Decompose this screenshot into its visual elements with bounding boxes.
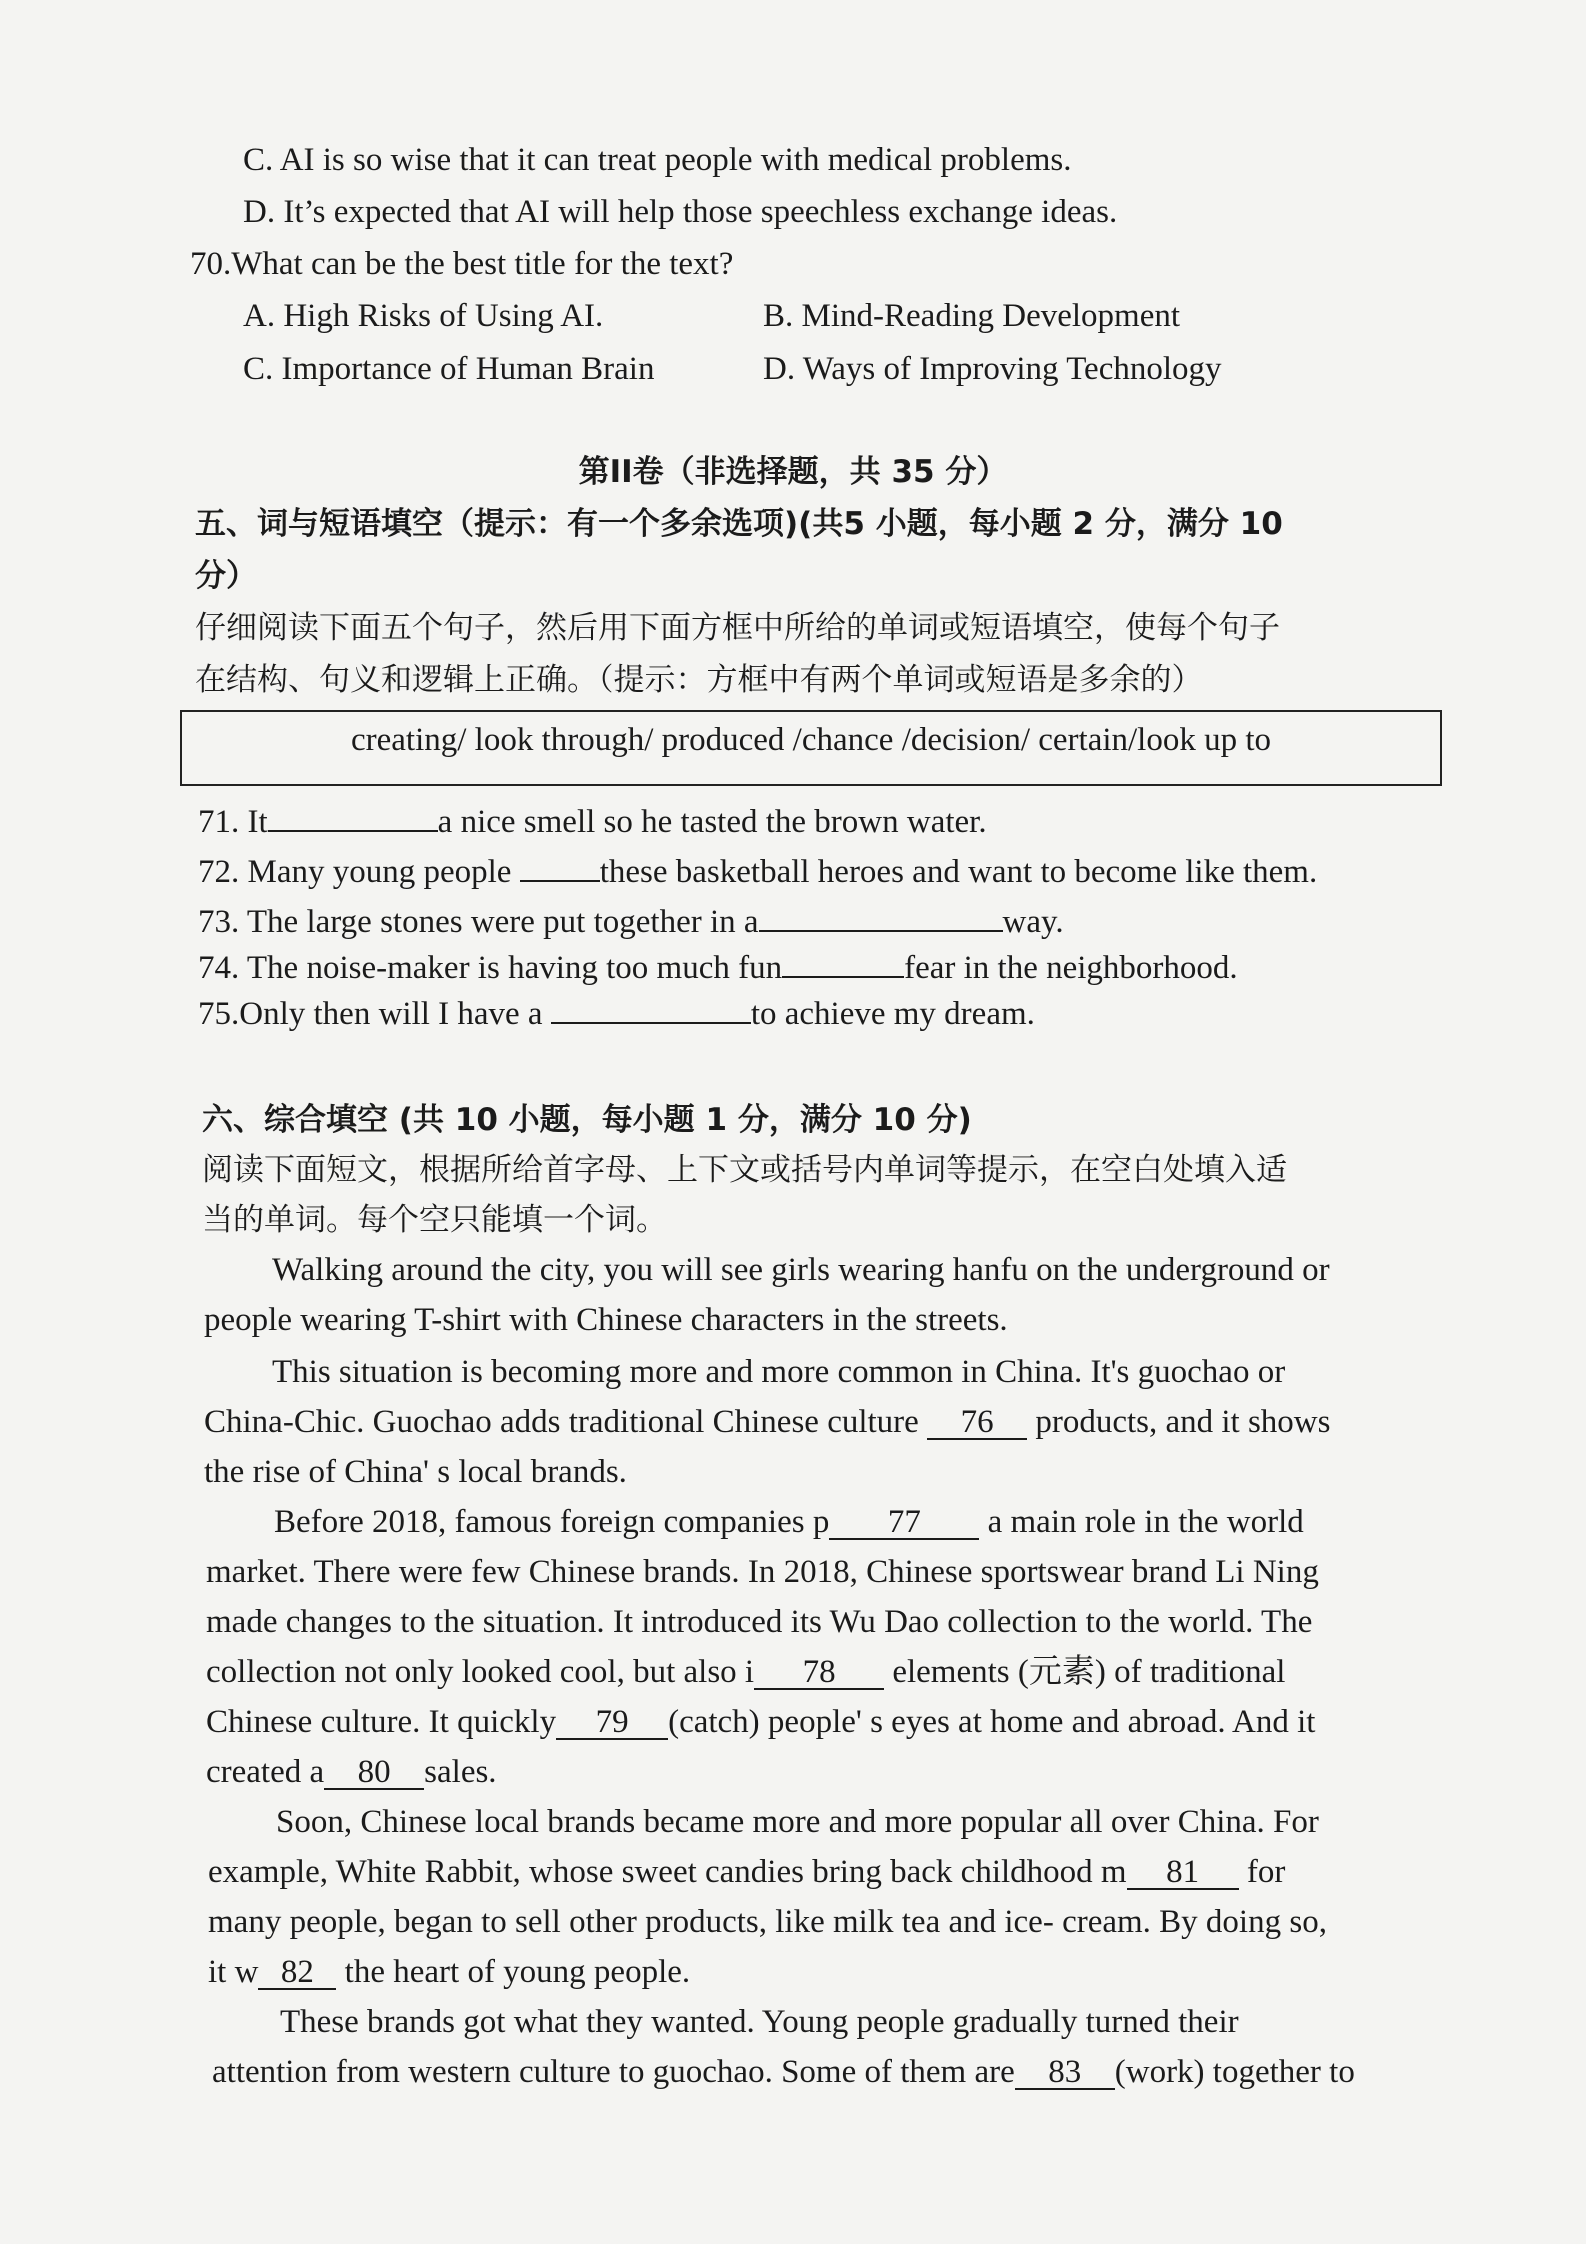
section5-instructions-line2: 在结构、句义和逻辑上正确。（提示：方框中有两个单词或短语是多余的） <box>195 662 1203 698</box>
word-box-options: creating/ look through/ produced /chance /decision/ certain/look up to <box>350 722 1272 758</box>
passage-p4-line4-b: the heart of young people. <box>336 1954 691 1990</box>
q73-blank[interactable] <box>759 900 1003 932</box>
passage-p5-line1: These brands got what they wanted. Young people gradually turned their <box>280 2004 1239 2040</box>
q73-text-b: way. <box>1002 904 1064 940</box>
passage-p3-line5-a: Chinese culture. It quickly <box>206 1704 557 1740</box>
passage-p4-line4-a: it w <box>208 1954 259 1990</box>
passage-p1-line1: Walking around the city, you will see girls wearing hanfu on the underground or <box>272 1252 1330 1288</box>
q72-blank[interactable] <box>520 850 600 882</box>
passage-p4-line4 <box>208 1952 690 1992</box>
passage-p3-line4 <box>206 1652 1285 1692</box>
blank-81[interactable]: 81 <box>1127 1856 1239 1890</box>
passage-p1-line2: people wearing T-shirt with Chinese characters in the streets. <box>204 1302 1008 1338</box>
passage-p3-line4-a: collection not only looked cool, but also i <box>206 1654 755 1690</box>
passage-p2-line2-b: products, and it shows <box>1027 1404 1331 1440</box>
blank-78[interactable]: 78 <box>754 1656 884 1690</box>
blank-82[interactable]: 82 <box>258 1956 336 1990</box>
q71-text-b: a nice smell so he tasted the brown water. <box>437 804 987 840</box>
q75-text-b: to achieve my dream. <box>750 996 1035 1032</box>
q69-option-c: C. AI is so wise that it can treat people with medical problems. <box>243 142 1072 178</box>
blank-79[interactable]: 79 <box>556 1706 668 1740</box>
q74-text-a: 74. The noise-maker is having too much fun <box>198 950 783 986</box>
passage-p4-line1: Soon, Chinese local brands became more and more popular all over China. For <box>276 1804 1319 1840</box>
passage-p3-line3: made changes to the situation. It introduced its Wu Dao collection to the world. The <box>206 1604 1313 1640</box>
section5-instructions-line1: 仔细阅读下面五个句子，然后用下面方框中所给的单词或短语填空，使每个句子 <box>195 610 1280 646</box>
passage-p3-line4-b: elements (元素) of traditional <box>884 1654 1286 1690</box>
passage-p3-line2: market. There were few Chinese brands. In 2018, Chinese sportswear brand Li Ning <box>206 1554 1319 1590</box>
passage-p5-line2-a: attention from western culture to guochao. Some of them are <box>212 2054 1015 2090</box>
passage-p2-line2-a: China-Chic. Guochao adds traditional Chinese culture <box>204 1404 928 1440</box>
passage-p3-line6-b: sales. <box>424 1754 497 1790</box>
blank-76[interactable]: 76 <box>927 1406 1027 1440</box>
passage-p5-line2-b: (work) together to <box>1114 2054 1355 2090</box>
q70-option-d: D. Ways of Improving Technology <box>763 351 1222 387</box>
blank-77[interactable]: 77 <box>829 1506 979 1540</box>
section6-instructions-line1: 阅读下面短文，根据所给首字母、上下文或括号内单词等提示，在空白处填入适 <box>202 1152 1287 1188</box>
question-73 <box>198 900 1064 942</box>
word-box <box>180 710 1442 786</box>
passage-p3-line1-a: Before 2018, famous foreign companies p <box>274 1504 830 1540</box>
question-74 <box>198 946 1238 988</box>
q75-blank[interactable] <box>551 992 751 1024</box>
question-75 <box>198 992 1035 1034</box>
passage-p3-line1 <box>274 1502 1304 1542</box>
passage-p3-line5-b: (catch) people' s eyes at home and abroad. And it <box>668 1704 1316 1740</box>
passage-p2-line3: the rise of China' s local brands. <box>204 1454 627 1490</box>
blank-80[interactable]: 80 <box>324 1756 424 1790</box>
question-71 <box>198 800 987 842</box>
passage-p3-line6 <box>206 1752 497 1792</box>
section6-instructions-line2: 当的单词。每个空只能填一个词。 <box>202 1202 667 1238</box>
question-72 <box>198 850 1317 892</box>
q73-text-a: 73. The large stones were put together in a <box>198 904 759 940</box>
passage-p4-line3: many people, began to sell other products, like milk tea and ice- cream. By doing so, <box>208 1904 1327 1940</box>
passage-p3-line1-b: a main role in the world <box>979 1504 1304 1540</box>
q69-option-d: D. It’s expected that AI will help those speechless exchange ideas. <box>243 194 1118 230</box>
q74-text-b: fear in the neighborhood. <box>904 950 1238 986</box>
q70-option-b: B. Mind-Reading Development <box>763 298 1181 334</box>
q70-question: 70.What can be the best title for the text? <box>190 246 734 282</box>
q74-blank[interactable] <box>782 946 904 978</box>
section5-title-line1: 五、词与短语填空（提示：有一个多余选项)(共5 小题，每小题 2 分，满分 10 <box>195 506 1283 542</box>
section6-title: 六、综合填空 (共 10 小题，每小题 1 分，满分 10 分) <box>202 1102 972 1138</box>
q71-text-a: 71. It <box>198 804 268 840</box>
passage-p3-line6-a: created a <box>206 1754 325 1790</box>
q72-text-b: these basketball heroes and want to become like them. <box>599 854 1318 890</box>
part2-title: 第II卷（非选择题，共 35 分） <box>578 454 1008 490</box>
passage-p4-line2-a: example, White Rabbit, whose sweet candies bring back childhood m <box>208 1854 1127 1890</box>
q70-option-a: A. High Risks of Using AI. <box>243 298 604 334</box>
passage-p5-line2 <box>212 2052 1355 2092</box>
passage-p2-line1: This situation is becoming more and more common in China. It's guochao or <box>272 1354 1286 1390</box>
q75-text-a: 75.Only then will I have a <box>198 996 551 1032</box>
section5-title-line2: 分） <box>195 558 257 594</box>
passage-p2-line2 <box>204 1402 1330 1442</box>
q70-option-c: C. Importance of Human Brain <box>243 351 655 387</box>
passage-p4-line2 <box>208 1852 1285 1892</box>
q71-blank[interactable] <box>268 800 438 832</box>
passage-p4-line2-b: for <box>1238 1854 1286 1890</box>
passage-p3-line5 <box>206 1702 1315 1742</box>
blank-83[interactable]: 83 <box>1015 2056 1115 2090</box>
q72-text-a: 72. Many young people <box>198 854 520 890</box>
